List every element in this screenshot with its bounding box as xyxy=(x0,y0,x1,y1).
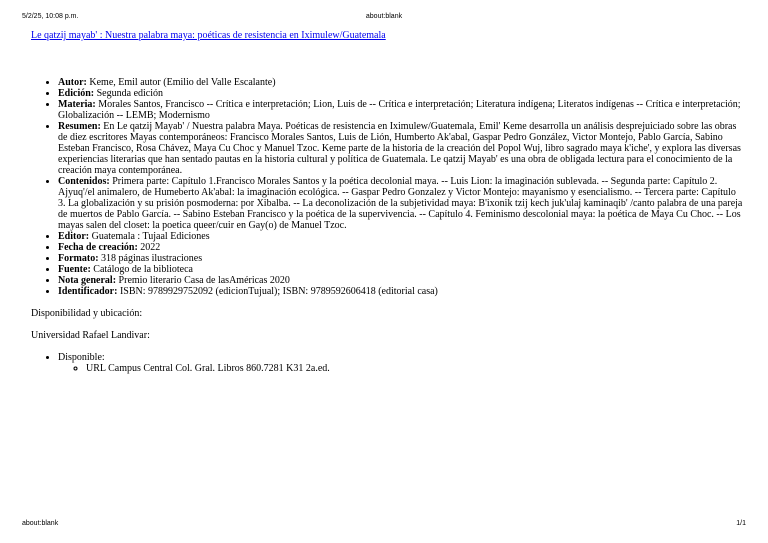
field-value: Segunda edición xyxy=(96,88,163,99)
field-value: Premio literario Casa de lasAméricas 2020 xyxy=(118,275,290,286)
field-value: Primera parte: Capítulo 1.Francisco Morales Santos y la poética decolonial maya. -- Luis Lion: la imaginación sublevada. -- Segunda parte: Capítulo 2. Ajyuq'/el animalero, de Humeberto Ak'abal: la imaginación ecológica. -- Gaspar Pedro Gonzalez y Victor Montejo: mayanismo y esencialismo. -- Tercera parte: Capítulo 3. La globalización y su prisión posmoderna: por Xibalba. -- La deconolización de la subjetividad maya: B'ixonik tzij kech juk'ulaj kaminaqib' /canto palabra de una pareja de muertos de Pablo García. -- Sabino Esteban Francisco y la poética de la supervivencia. -- Capítulo 4. Feminismo descolonial maya: la poética de Maya Cu Choc. -- Los mayas salen del closet: la poetica queer/cuir en Gay(o) de Manuel Tzoc. xyxy=(58,176,743,231)
field-value: ISBN: 9789929752092 (edicionTujual); ISBN: 9789592606418 (editorial casa) xyxy=(119,286,438,297)
availability-heading: Disponibilidad y ubicación: xyxy=(31,308,143,319)
location-item: ◦ URL Campus Central Col. Gral. Libros 860.7281 K31 2a.ed. xyxy=(86,363,743,374)
location-list xyxy=(58,363,743,374)
print-page-count: 1/1 xyxy=(736,520,746,527)
field-value: Morales Santos, Francisco -- Crítica e interpretación; Lion, Luis de -- Crítica e interpretación; Literatura indígena; Literatos indígenas -- Crítica e interpretación; Globalización -- LEMB; Modernismo xyxy=(58,99,741,121)
field-resumen xyxy=(58,121,743,176)
availability-list xyxy=(31,352,743,374)
print-page-title: about:blank xyxy=(365,13,403,20)
field-label: Identificador: xyxy=(58,286,118,297)
field-value: Keme, Emil autor (Emilio del Valle Escalante) xyxy=(89,77,276,88)
field-autor xyxy=(58,77,743,88)
field-label: Fuente: xyxy=(58,264,91,275)
field-label: Resumen: xyxy=(58,121,101,132)
field-label: Editor: xyxy=(58,231,90,242)
field-label: Contenidos: xyxy=(58,176,110,187)
field-value: Catálogo de la biblioteca xyxy=(93,264,193,275)
field-label: Formato: xyxy=(58,253,99,264)
availability-status-item xyxy=(58,352,743,374)
record-title-link[interactable]: Le qatzij mayab' : Nuestra palabra maya: poéticas de resistencia en Iximulew/Guatemala xyxy=(31,30,386,41)
field-label: Fecha de creación: xyxy=(58,242,138,253)
print-datetime: 5/2/25, 10:08 p.m. xyxy=(22,13,79,20)
field-editor xyxy=(58,231,743,242)
availability-status: Disponible: xyxy=(58,352,105,363)
field-identificador xyxy=(58,286,743,297)
field-fuente xyxy=(58,264,743,275)
record-content xyxy=(31,30,743,374)
field-edicion xyxy=(58,88,743,99)
field-value: 2022 xyxy=(140,242,161,253)
print-footer-url: about:blank xyxy=(22,520,59,527)
field-nota-general xyxy=(58,275,743,286)
field-label: Autor: xyxy=(58,77,87,88)
field-label: Nota general: xyxy=(58,275,117,286)
field-contenidos xyxy=(58,176,743,231)
field-label: Edición: xyxy=(58,88,95,99)
record-fields-list xyxy=(31,77,743,297)
field-fecha xyxy=(58,242,743,253)
field-formato xyxy=(58,253,743,264)
field-value: 318 páginas ilustraciones xyxy=(101,253,203,264)
field-value: En Le qatzij Mayab' / Nuestra palabra Maya. Poéticas de resistencia en Iximulew/Guatemala, Emil' Keme desarrolla un análisis desprejuiciado sobre las obras de diez escritores Mayas contemporáneos: Francisco Morales Santos, Luis de Lión, Humberto Ak'abal, Gaspar Pedro González, Victor Montejo, Pablo García, Sabino Esteban Francisco, Rosa Chávez, Maya Cu Choc y Manuel Tzoc. Keme parte de la historia de la creación del Popol Wuj, libro sagrado maya k'iche', y explora las diversas experiencias literarias que han sentado pautas en la historia cultural y política de Guatemala. Le qatzij Mayab' es una obra de obligada lectura para el conocimiento de la creación maya contemporánea. xyxy=(58,121,741,176)
field-materia xyxy=(58,99,743,121)
field-label: Materia: xyxy=(58,99,96,110)
institution-name: Universidad Rafael Landivar: xyxy=(31,330,150,341)
field-value: Guatemala : Tujaal Ediciones xyxy=(91,231,210,242)
